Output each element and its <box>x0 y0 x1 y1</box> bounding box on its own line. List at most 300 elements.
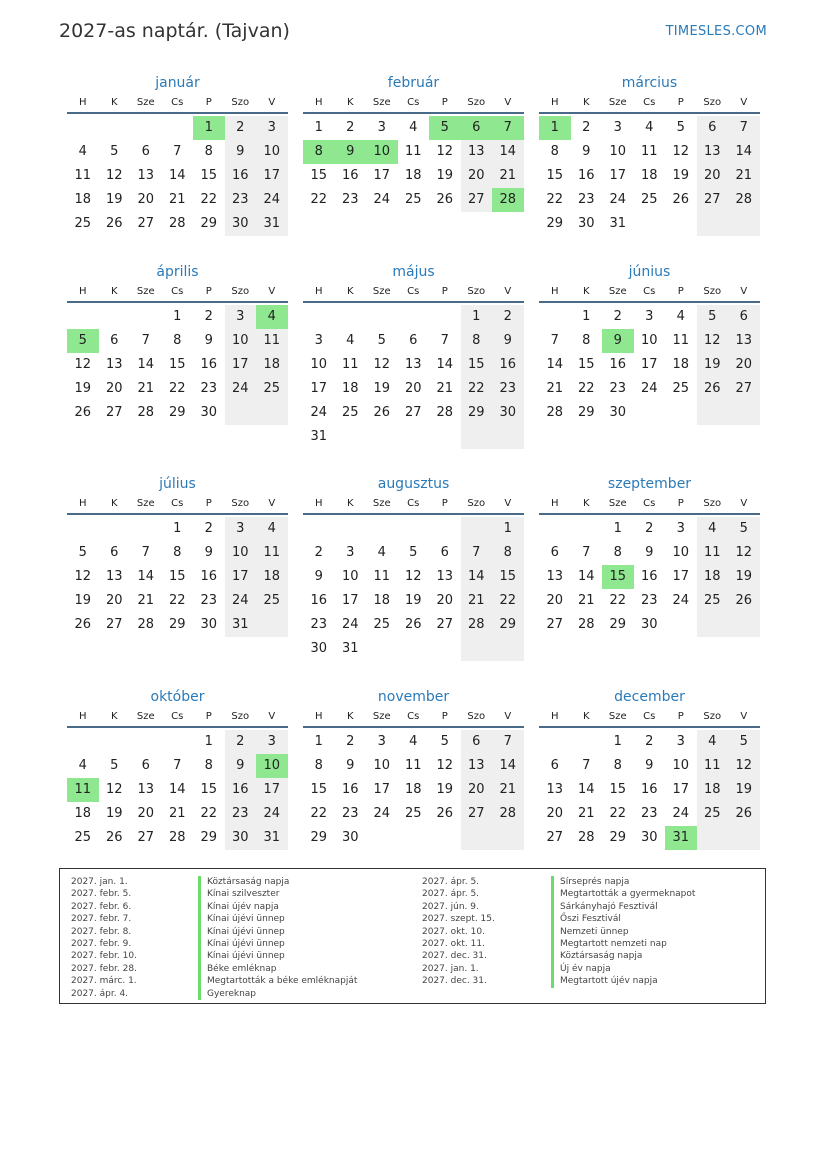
day-cell: 11 <box>640 144 658 159</box>
month-9 <box>539 473 760 637</box>
day-cell: 9 <box>346 758 355 773</box>
weekday-label: Cs <box>643 711 656 722</box>
day-cell: 29 <box>609 617 627 632</box>
empty-cell <box>366 517 398 541</box>
empty-cell <box>303 517 335 541</box>
empty-cell <box>130 305 162 329</box>
day-cell: 2 <box>613 309 622 324</box>
empty-cell <box>665 401 697 425</box>
day-cell: 25 <box>697 802 729 826</box>
day-cell: 25 <box>404 806 422 821</box>
legend-date: 2027. febr. 5. <box>71 889 132 900</box>
day-cell: 21 <box>168 192 186 207</box>
day-cell: 31 <box>225 613 257 637</box>
day-grid <box>303 517 524 661</box>
day-cell: 12 <box>74 569 92 584</box>
day-cell: 3 <box>613 120 622 135</box>
day-grid <box>303 116 524 212</box>
day-cell: 7 <box>492 730 524 754</box>
day-cell: 8 <box>204 758 213 773</box>
weekday-label: P <box>677 498 684 509</box>
empty-cell <box>256 613 288 637</box>
holiday-legend <box>59 868 766 1004</box>
legend-right-dates <box>422 876 495 988</box>
day-cell: 20 <box>697 164 729 188</box>
day-cell: 20 <box>137 192 155 207</box>
day-cell: 3 <box>256 730 288 754</box>
day-cell: 15 <box>310 782 328 797</box>
weekday-label: K <box>346 97 354 108</box>
legend-holiday-name: Kínai újévi ünnep <box>198 950 357 962</box>
weekday-label: P <box>677 711 684 722</box>
day-cell: 12 <box>697 329 729 353</box>
weekday-label: V <box>740 711 748 722</box>
day-cell: 28 <box>436 405 454 420</box>
day-cell: 12 <box>436 144 454 159</box>
day-cell: 4 <box>78 758 87 773</box>
day-cell: 10 <box>609 144 627 159</box>
day-cell: 18 <box>640 168 658 183</box>
day-cell: 28 <box>168 830 186 845</box>
legend-holiday-name: Új év napja <box>551 963 695 975</box>
weekday-label: V <box>268 711 276 722</box>
empty-cell <box>539 517 571 541</box>
day-cell: 5 <box>409 545 418 560</box>
day-cell: 31 <box>341 641 359 656</box>
legend-date: 2027. febr. 28. <box>71 963 137 974</box>
weekday-label: Szo <box>467 97 486 108</box>
weekday-label: H <box>314 97 323 108</box>
day-cell: 3 <box>676 521 685 536</box>
day-cell: 11 <box>697 541 729 565</box>
day-grid <box>303 305 524 449</box>
day-cell: 4 <box>409 734 418 749</box>
empty-cell <box>429 305 461 329</box>
empty-cell <box>162 730 194 754</box>
legend-date: 2027. jan. 1. <box>422 963 479 974</box>
day-cell: 16 <box>341 168 359 183</box>
day-cell: 23 <box>200 381 218 396</box>
day-cell: 18 <box>373 593 391 608</box>
day-cell: 22 <box>310 192 328 207</box>
day-cell: 20 <box>404 381 422 396</box>
day-cell: 1 <box>173 309 182 324</box>
day-cell: 11 <box>672 333 690 348</box>
day-cell: 30 <box>225 212 257 236</box>
day-cell: 29 <box>168 405 186 420</box>
weekday-label: Cs <box>171 97 184 108</box>
day-cell: 24 <box>609 192 627 207</box>
day-cell: 5 <box>676 120 685 135</box>
weekday-label: Sze <box>372 286 391 297</box>
day-cell: 4 <box>645 120 654 135</box>
weekday-header <box>67 94 288 114</box>
day-cell: 20 <box>461 164 493 188</box>
empty-cell <box>665 212 697 236</box>
day-cell: 13 <box>436 569 454 584</box>
day-cell: 4 <box>409 120 418 135</box>
weekday-label: H <box>550 286 559 297</box>
day-cell: 2 <box>204 309 213 324</box>
day-cell: 1 <box>314 120 323 135</box>
day-cell: 16 <box>310 593 328 608</box>
weekday-label: K <box>582 711 590 722</box>
legend-holiday-name: Sírseprés napja <box>551 876 695 888</box>
day-cell: 24 <box>373 806 391 821</box>
empty-cell <box>634 401 666 425</box>
weekday-label: Sze <box>608 498 627 509</box>
legend-date: 2027. jan. 1. <box>71 877 128 887</box>
day-cell: 14 <box>461 565 493 589</box>
legend-date: 2027. okt. 11. <box>422 938 485 949</box>
day-cell: 25 <box>697 589 729 613</box>
empty-cell <box>697 212 729 236</box>
day-cell: 21 <box>492 164 524 188</box>
day-cell: 20 <box>137 806 155 821</box>
empty-cell <box>366 305 398 329</box>
day-grid <box>539 305 760 425</box>
day-grid <box>539 730 760 850</box>
day-cell: 9 <box>602 329 634 353</box>
weekday-label: K <box>346 711 354 722</box>
day-cell: 31 <box>310 429 328 444</box>
day-cell: 20 <box>546 806 564 821</box>
day-cell: 10 <box>225 541 257 565</box>
legend-holiday-name: Gyereknap <box>198 988 357 1000</box>
legend-holiday-name: Kínai újévi ünnep <box>198 913 357 925</box>
legend-holiday-name: Megtartott nemzeti nap <box>551 938 695 950</box>
day-cell: 20 <box>461 778 493 802</box>
month-name: március <box>621 75 678 91</box>
weekday-label: Sze <box>136 498 155 509</box>
day-cell: 27 <box>137 830 155 845</box>
weekday-label: Cs <box>407 97 420 108</box>
day-cell: 14 <box>577 569 595 584</box>
day-cell: 22 <box>168 593 186 608</box>
empty-cell <box>366 826 398 850</box>
empty-cell <box>461 637 493 661</box>
day-cell: 22 <box>546 192 564 207</box>
day-cell: 21 <box>492 778 524 802</box>
empty-cell <box>225 401 257 425</box>
day-cell: 6 <box>110 545 119 560</box>
empty-cell <box>366 637 398 661</box>
day-cell: 8 <box>613 545 622 560</box>
day-cell: 7 <box>141 333 150 348</box>
day-cell: 4 <box>676 309 685 324</box>
day-cell: 13 <box>546 782 564 797</box>
day-cell: 18 <box>256 353 288 377</box>
day-cell: 6 <box>461 116 493 140</box>
weekday-label: V <box>504 498 512 509</box>
weekday-label: H <box>314 286 323 297</box>
day-cell: 26 <box>74 617 92 632</box>
day-cell: 25 <box>74 830 92 845</box>
day-cell: 22 <box>200 192 218 207</box>
day-cell: 9 <box>225 754 257 778</box>
day-cell: 9 <box>492 329 524 353</box>
weekday-label: Szo <box>467 286 486 297</box>
empty-cell <box>99 305 131 329</box>
day-cell: 3 <box>225 305 257 329</box>
day-cell: 10 <box>225 329 257 353</box>
day-cell: 16 <box>640 782 658 797</box>
empty-cell <box>571 730 603 754</box>
day-cell: 16 <box>492 353 524 377</box>
day-cell: 7 <box>173 758 182 773</box>
day-cell: 27 <box>546 830 564 845</box>
day-cell: 16 <box>341 782 359 797</box>
day-cell: 14 <box>577 782 595 797</box>
day-cell: 27 <box>404 405 422 420</box>
day-cell: 26 <box>105 830 123 845</box>
day-cell: 27 <box>105 617 123 632</box>
day-cell: 7 <box>141 545 150 560</box>
day-cell: 30 <box>609 405 627 420</box>
weekday-label: H <box>314 498 323 509</box>
day-cell: 17 <box>672 782 690 797</box>
empty-cell <box>99 116 131 140</box>
day-cell: 3 <box>314 333 323 348</box>
day-cell: 2 <box>492 305 524 329</box>
day-cell: 22 <box>609 593 627 608</box>
day-cell: 11 <box>373 569 391 584</box>
day-grid <box>67 305 288 425</box>
day-cell: 18 <box>74 806 92 821</box>
day-cell: 5 <box>110 758 119 773</box>
legend-right-names <box>551 876 695 988</box>
day-cell: 16 <box>200 569 218 584</box>
weekday-label: Sze <box>136 97 155 108</box>
empty-cell <box>67 116 99 140</box>
empty-cell <box>728 401 760 425</box>
day-cell: 21 <box>577 593 595 608</box>
day-cell: 4 <box>697 730 729 754</box>
day-cell: 20 <box>105 593 123 608</box>
day-cell: 13 <box>461 754 493 778</box>
day-cell: 26 <box>74 405 92 420</box>
empty-cell <box>539 305 571 329</box>
month-name: június <box>628 264 671 280</box>
day-cell: 26 <box>105 216 123 231</box>
day-cell: 9 <box>335 140 367 164</box>
day-cell: 2 <box>225 116 257 140</box>
legend-holiday-name: Megtartották a béke emléknapját <box>198 975 357 987</box>
day-cell: 2 <box>645 734 654 749</box>
day-cell: 29 <box>310 830 328 845</box>
weekday-label: V <box>740 498 748 509</box>
brand-link[interactable]: TIMESLES.COM <box>665 24 767 39</box>
day-cell: 16 <box>200 357 218 372</box>
day-cell: 22 <box>310 806 328 821</box>
weekday-label: K <box>110 711 118 722</box>
day-cell: 24 <box>225 589 257 613</box>
day-cell: 3 <box>645 309 654 324</box>
day-cell: 3 <box>346 545 355 560</box>
legend-date: 2027. okt. 10. <box>422 926 485 937</box>
empty-cell <box>130 116 162 140</box>
day-cell: 25 <box>341 405 359 420</box>
day-cell: 17 <box>373 168 391 183</box>
page-title: 2027-as naptár. (Tajvan) <box>59 20 290 42</box>
weekday-label: Cs <box>407 498 420 509</box>
day-cell: 24 <box>672 806 690 821</box>
day-cell: 28 <box>492 802 524 826</box>
month-name: január <box>155 75 200 91</box>
weekday-label: V <box>268 498 276 509</box>
day-cell: 13 <box>105 569 123 584</box>
weekday-label: P <box>677 286 684 297</box>
day-cell: 17 <box>609 168 627 183</box>
empty-cell <box>461 826 493 850</box>
day-cell: 18 <box>341 381 359 396</box>
legend-holiday-name: Kínai újévi ünnep <box>198 926 357 938</box>
empty-cell <box>130 730 162 754</box>
day-cell: 22 <box>609 806 627 821</box>
day-cell: 26 <box>404 617 422 632</box>
weekday-label: Sze <box>608 711 627 722</box>
day-cell: 15 <box>200 782 218 797</box>
day-cell: 5 <box>377 333 386 348</box>
day-cell: 6 <box>409 333 418 348</box>
month-name: július <box>159 476 196 492</box>
empty-cell <box>335 517 367 541</box>
day-cell: 30 <box>577 216 595 231</box>
day-cell: 13 <box>137 782 155 797</box>
day-cell: 15 <box>168 357 186 372</box>
weekday-label: Sze <box>372 97 391 108</box>
weekday-label: H <box>78 711 87 722</box>
day-cell: 19 <box>436 168 454 183</box>
day-cell: 19 <box>436 782 454 797</box>
weekday-header <box>67 708 288 728</box>
day-cell: 28 <box>492 188 524 212</box>
weekday-label: K <box>110 97 118 108</box>
day-cell: 22 <box>577 381 595 396</box>
empty-cell <box>539 730 571 754</box>
weekday-label: Sze <box>372 498 391 509</box>
day-cell: 12 <box>105 168 123 183</box>
day-cell: 7 <box>728 116 760 140</box>
day-cell: 21 <box>577 806 595 821</box>
day-cell: 10 <box>341 569 359 584</box>
weekday-label: Szo <box>231 286 250 297</box>
empty-cell <box>429 517 461 541</box>
legend-holiday-name: Köztársaság napja <box>198 876 357 888</box>
day-cell: 21 <box>546 381 564 396</box>
day-cell: 7 <box>492 116 524 140</box>
month-name: február <box>387 75 440 91</box>
day-cell: 5 <box>67 329 99 353</box>
empty-cell <box>398 305 430 329</box>
day-cell: 7 <box>461 541 493 565</box>
empty-cell <box>461 517 493 541</box>
weekday-label: V <box>504 286 512 297</box>
empty-cell <box>634 212 666 236</box>
day-cell: 6 <box>550 758 559 773</box>
day-cell: 7 <box>550 333 559 348</box>
day-cell: 1 <box>613 734 622 749</box>
day-cell: 6 <box>550 545 559 560</box>
day-cell: 17 <box>225 565 257 589</box>
day-cell: 24 <box>341 617 359 632</box>
day-cell: 21 <box>168 806 186 821</box>
day-cell: 1 <box>173 521 182 536</box>
day-cell: 23 <box>200 593 218 608</box>
weekday-label: H <box>78 498 87 509</box>
day-cell: 1 <box>582 309 591 324</box>
day-cell: 22 <box>461 377 493 401</box>
weekday-label: Cs <box>407 286 420 297</box>
day-cell: 12 <box>74 357 92 372</box>
day-cell: 7 <box>173 144 182 159</box>
day-cell: 12 <box>373 357 391 372</box>
weekday-label: K <box>582 97 590 108</box>
weekday-label: P <box>441 286 448 297</box>
month-name: augusztus <box>377 476 450 492</box>
weekday-header <box>303 495 524 515</box>
empty-cell <box>492 425 524 449</box>
day-cell: 28 <box>577 830 595 845</box>
day-cell: 31 <box>256 212 288 236</box>
day-cell: 14 <box>728 140 760 164</box>
weekday-header <box>303 708 524 728</box>
weekday-label: H <box>314 711 323 722</box>
day-cell: 10 <box>672 758 690 773</box>
day-cell: 19 <box>373 381 391 396</box>
day-cell: 25 <box>74 216 92 231</box>
empty-cell <box>366 425 398 449</box>
day-cell: 2 <box>645 521 654 536</box>
day-cell: 6 <box>461 730 493 754</box>
day-cell: 12 <box>105 782 123 797</box>
day-cell: 23 <box>225 188 257 212</box>
day-cell: 30 <box>492 401 524 425</box>
day-cell: 24 <box>672 593 690 608</box>
legend-left-dates <box>71 876 137 1000</box>
day-cell: 9 <box>645 545 654 560</box>
day-cell: 29 <box>200 830 218 845</box>
weekday-label: Sze <box>136 286 155 297</box>
legend-holiday-name: Béke emléknap <box>198 963 357 975</box>
day-cell: 5 <box>78 545 87 560</box>
day-cell: 14 <box>436 357 454 372</box>
day-cell: 28 <box>168 216 186 231</box>
day-cell: 28 <box>461 613 493 637</box>
day-cell: 27 <box>436 617 454 632</box>
empty-cell <box>256 401 288 425</box>
day-cell: 14 <box>137 569 155 584</box>
day-cell: 27 <box>728 377 760 401</box>
day-cell: 30 <box>200 405 218 420</box>
weekday-header <box>539 283 760 303</box>
day-cell: 12 <box>672 144 690 159</box>
day-cell: 20 <box>105 381 123 396</box>
weekday-label: Sze <box>608 286 627 297</box>
day-cell: 14 <box>546 357 564 372</box>
day-cell: 29 <box>577 405 595 420</box>
day-cell: 1 <box>613 521 622 536</box>
empty-cell <box>303 305 335 329</box>
day-cell: 8 <box>204 144 213 159</box>
day-cell: 23 <box>341 806 359 821</box>
day-cell: 28 <box>728 188 760 212</box>
day-cell: 23 <box>341 192 359 207</box>
empty-cell <box>461 425 493 449</box>
weekday-label: Szo <box>231 711 250 722</box>
day-cell: 3 <box>377 120 386 135</box>
day-cell: 8 <box>314 758 323 773</box>
